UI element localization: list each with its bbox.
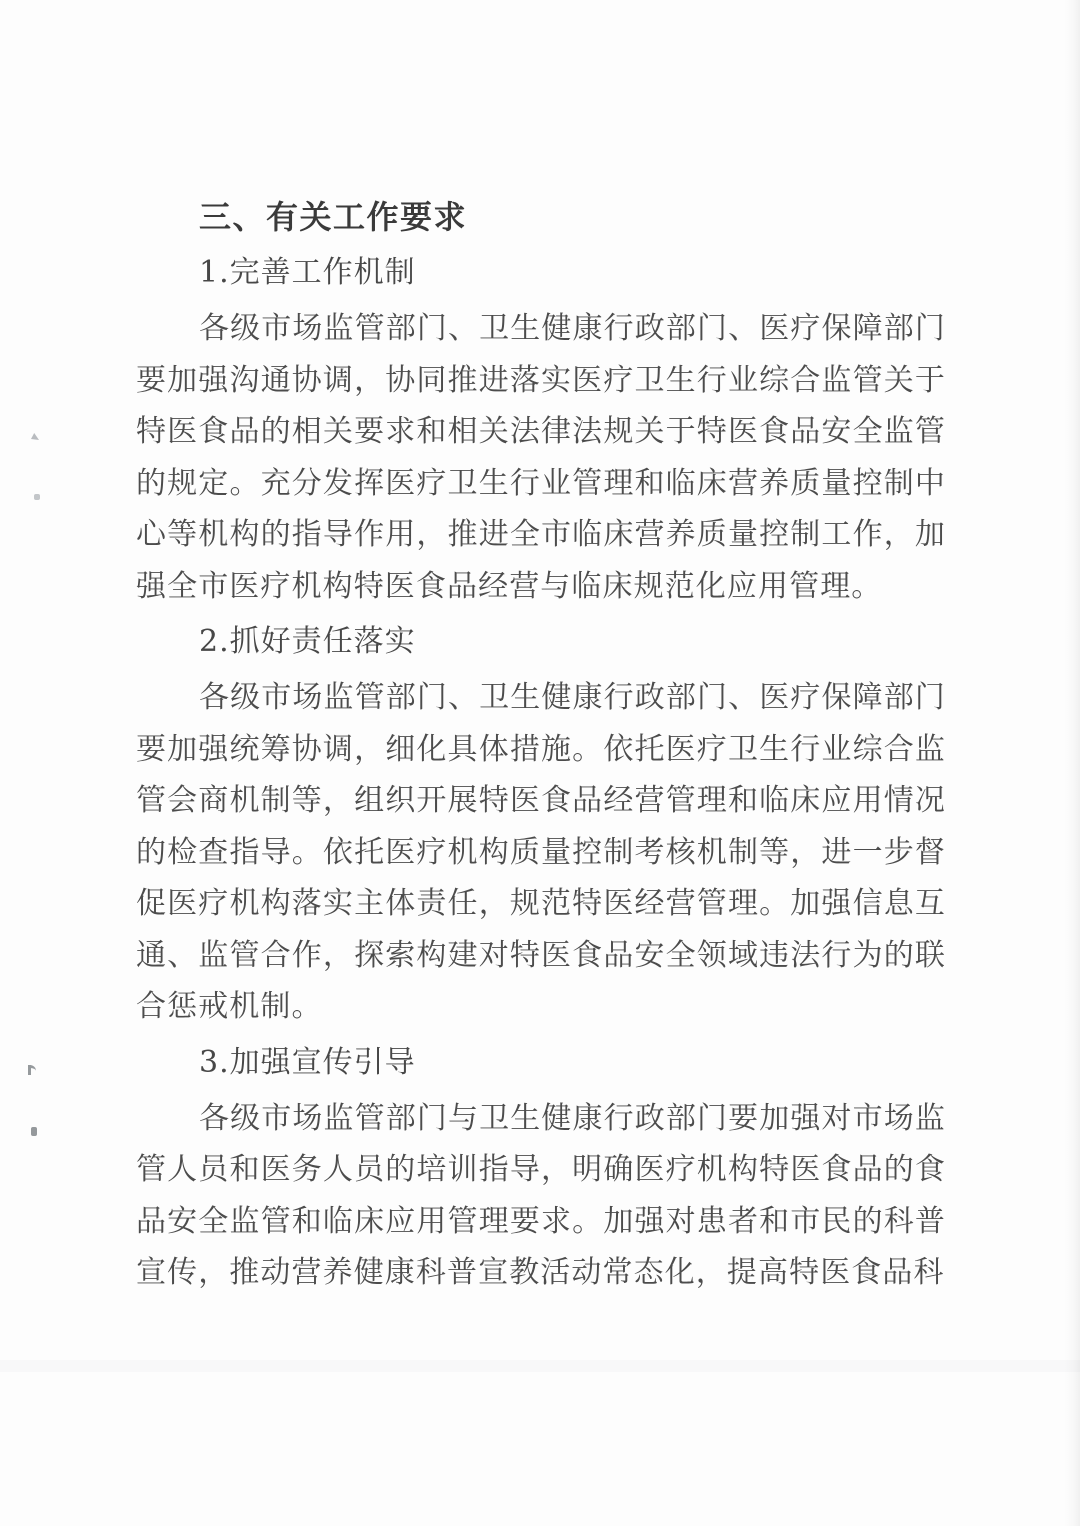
scan-speck xyxy=(31,1127,37,1136)
section-heading: 三、有关工作要求 xyxy=(199,198,468,236)
section-item-2 xyxy=(136,616,946,1033)
item-2-title: 2.抓好责任落实 xyxy=(199,624,416,659)
page-edge-shading xyxy=(1064,0,1080,1526)
scan-speck xyxy=(28,1065,36,1075)
document-text-block xyxy=(136,191,946,1299)
item-3-paragraph: 各级市场监管部门与卫生健康行政部门要加强对市场监管人员和医务人员的培训指导，明确医疗机构特医食品的食品安全监管和临床应用管理要求。加强对患者和市民的科普宣传，推动营养健康科普宣教活动常态化，提高特医食品科 xyxy=(136,1100,946,1290)
scan-speck xyxy=(34,494,40,500)
section-item-3 xyxy=(136,1037,946,1299)
section-item-1 xyxy=(136,247,946,612)
item-1-paragraph: 各级市场监管部门、卫生健康行政部门、医疗保障部门要加强沟通协调，协同推进落实医疗卫生行业综合监管关于特医食品的相关要求和相关法律法规关于特医食品安全监管的规定。充分发挥医疗卫生行业管理和临床营养质量控制中心等机构的指导作用，推进全市临床营养质量控制工作，加强全市医疗机构特医食品经营与临床规范化应用管理。 xyxy=(136,311,946,604)
item-2-paragraph: 各级市场监管部门、卫生健康行政部门、医疗保障部门要加强统筹协调，细化具体措施。依托医疗卫生行业综合监管会商机制等，组织开展特医食品经营管理和临床应用情况的检查指导。依托医疗机构质量控制考核机制等，进一步督促医疗机构落实主体责任，规范特医经营管理。加强信息互通、监管合作，探索构建对特医食品安全领域违法行为的联合惩戒机制。 xyxy=(136,680,946,1024)
scan-speck xyxy=(31,433,39,440)
item-3-title: 3.加强宣传引导 xyxy=(199,1044,416,1080)
item-1-title: 1.完善工作机制 xyxy=(199,255,416,290)
scan-band-artifact xyxy=(0,1360,1080,1372)
